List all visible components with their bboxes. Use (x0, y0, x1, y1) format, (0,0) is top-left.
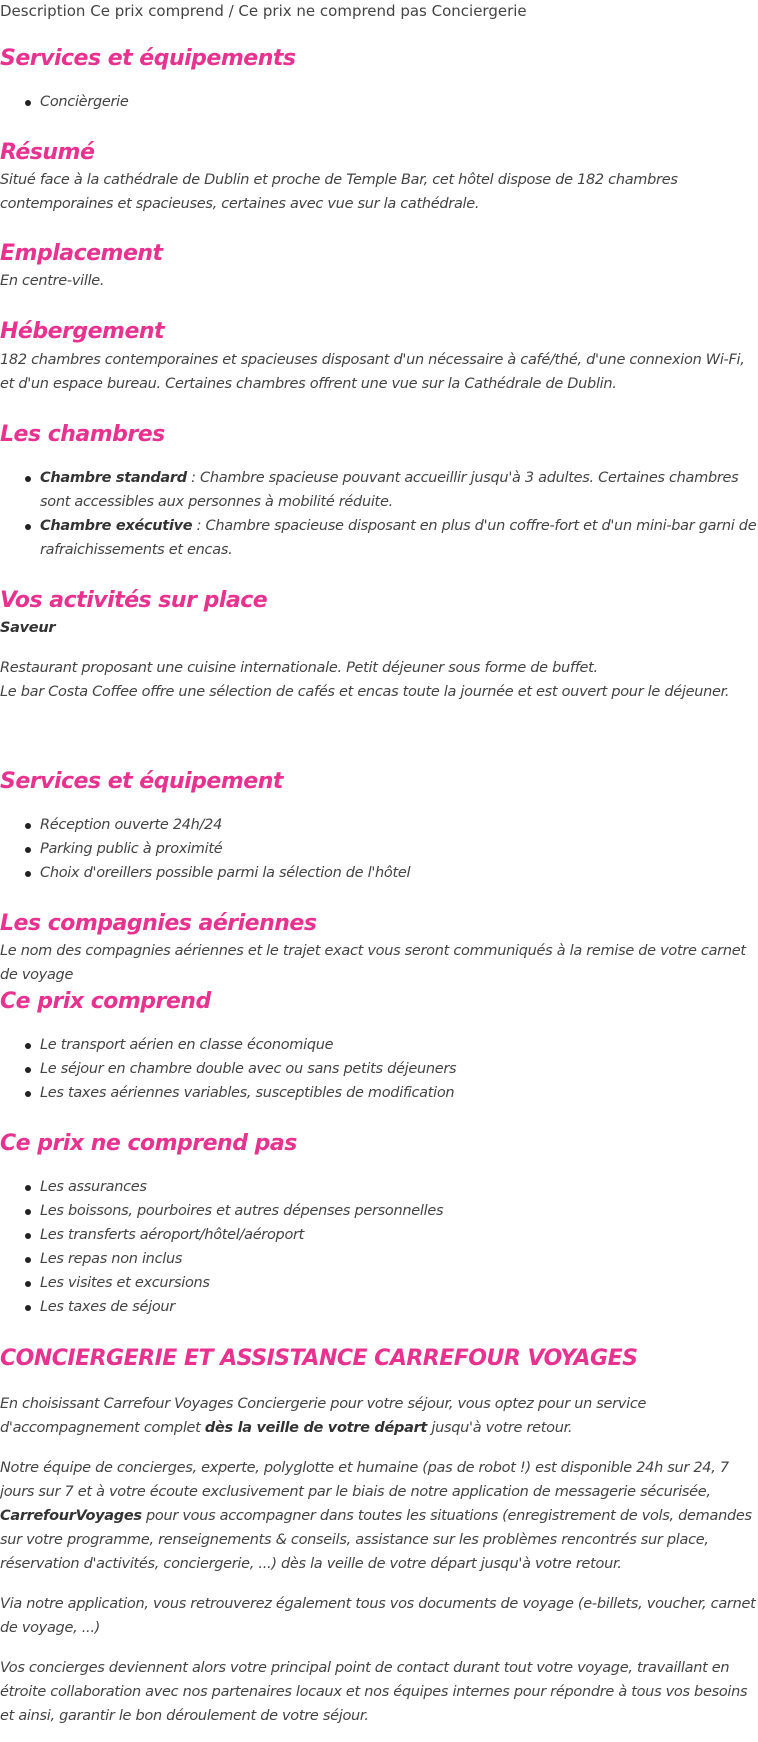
list-item-chambre-standard (40, 466, 758, 514)
compagnies-text: Le nom des compagnies aériennes et le trajet exact vous seront communiqués à la remise de votre carnet de voyage (0, 943, 746, 983)
list-item: Les taxes de séjour (40, 1295, 758, 1319)
activites-line-1: Restaurant proposant une cuisine internationale. Petit déjeuner sous forme de buffet. (0, 660, 598, 676)
text: Notre équipe de concierges, experte, polyglotte et humaine (pas de robot !) est disponible 24h sur 24, 7 jours sur 7 et à votre écoute exclusivement par le biais de notre application de messagerie sécurisée, (0, 1460, 729, 1500)
list-item: Les taxes aériennes variables, susceptibles de modification (40, 1081, 758, 1105)
tab-conciergerie[interactable]: Conciergerie (431, 2, 527, 20)
heading-prix-ne-comprend: Ce prix ne comprend pas (0, 1131, 297, 1156)
heading-prix-comprend: Ce prix comprend (0, 989, 211, 1014)
chambre-name: Chambre standard (40, 470, 187, 486)
heading-emplacement: Emplacement (0, 241, 163, 266)
list-item-chambre-executive (40, 514, 758, 562)
list-item: Les repas non inclus (40, 1247, 758, 1271)
heading-conciergerie: CONCIERGERIE ET ASSISTANCE CARREFOUR VOYAGES (0, 1346, 638, 1371)
list-item: Concièrgerie (40, 90, 758, 114)
heading-hebergement: Hébergement (0, 319, 165, 344)
heading-resume: Résumé (0, 140, 95, 165)
emplacement-text: En centre-ville. (0, 273, 105, 289)
conciergerie-paragraph-2 (0, 1456, 758, 1576)
list-item: Le transport aérien en classe économique (40, 1033, 758, 1057)
activites-subtitle-text: Saveur (0, 620, 56, 636)
prix-ne-comprend-list (0, 1175, 758, 1319)
text: jusqu'à votre retour. (427, 1420, 573, 1436)
services-equipements-list (0, 90, 758, 114)
heading-chambres: Les chambres (0, 422, 165, 447)
list-item: Les visites et excursions (40, 1271, 758, 1295)
heading-services-equipements: Services et équipements (0, 46, 296, 71)
hebergement-text: 182 chambres contemporaines et spacieuses disposant d'un nécessaire à café/thé, d'une connexion Wi-Fi, et d'un espace bureau. Certaines chambres offrent une vue sur la Cathédrale de Dublin. (0, 352, 745, 392)
services-equipement-list (0, 813, 758, 885)
activites-subtitle (0, 616, 758, 640)
chambre-desc: : Chambre spacieuse disposant en plus d'un coffre-fort et d'un mini-bar garni de rafraichissements et encas. (40, 518, 757, 558)
conciergerie-paragraph-4: Vos concierges deviennent alors votre principal point de contact durant tout votre voyage, travaillant en étroite collaboration avec nos partenaires locaux et nos équipes internes pour répondre à tous vos besoins et ainsi, garantir le bon déroulement de votre séjour. (0, 1660, 748, 1724)
tab-description[interactable]: Description (0, 2, 86, 20)
heading-activites: Vos activités sur place (0, 588, 268, 613)
activites-line-2: Le bar Costa Coffee offre une sélection de cafés et encas toute la journée et est ouvert pour le déjeuner. (0, 684, 730, 700)
text: En choisissant Carrefour Voyages Conciergerie pour votre séjour, vous optez pour un service d'accompagnement complet (0, 1396, 647, 1436)
list-item: Les transferts aéroport/hôtel/aéroport (40, 1223, 758, 1247)
chambre-name: Chambre exécutive (40, 518, 193, 534)
chambres-list (0, 466, 758, 562)
list-item: Parking public à proximité (40, 837, 758, 861)
heading-compagnies: Les compagnies aériennes (0, 911, 317, 936)
list-item: Le séjour en chambre double avec ou sans petits déjeuners (40, 1057, 758, 1081)
resume-text: Situé face à la cathédrale de Dublin et proche de Temple Bar, cet hôtel dispose de 182 chambres contemporaines et spacieuses, certaines avec vue sur la cathédrale. (0, 172, 678, 212)
emphasis: dès la veille de votre départ (204, 1420, 428, 1436)
conciergerie-paragraph-3: Via notre application, vous retrouverez également tous vos documents de voyage (e-billets, voucher, carnet de voyage, ...) (0, 1596, 756, 1636)
conciergerie-paragraph-1 (0, 1392, 758, 1440)
list-item: Les assurances (40, 1175, 758, 1199)
list-item: Choix d'oreillers possible parmi la sélection de l'hôtel (40, 861, 758, 885)
prix-comprend-list (0, 1033, 758, 1105)
list-item: Les boissons, pourboires et autres dépenses personnelles (40, 1199, 758, 1223)
tab-bar (0, 2, 527, 20)
tab-prix[interactable]: Ce prix comprend / Ce prix ne comprend pas (90, 2, 432, 20)
chambre-desc: : Chambre spacieuse pouvant accueillir jusqu'à 3 adultes. Certaines chambres sont accessibles aux personnes à mobilité réduite. (40, 470, 739, 510)
emphasis-app-name: CarrefourVoyages (0, 1508, 142, 1524)
list-item: Réception ouverte 24h/24 (40, 813, 758, 837)
text: pour vous accompagner dans toutes les situations (enregistrement de vols, demandes sur votre programme, renseignements & conseils, assistance sur les problèmes rencontrés sur place, réservation d'activités, conciergerie, ...) dès la veille de votre départ jusqu'à votre retour. (0, 1508, 752, 1572)
heading-services-equipement: Services et équipement (0, 769, 283, 794)
